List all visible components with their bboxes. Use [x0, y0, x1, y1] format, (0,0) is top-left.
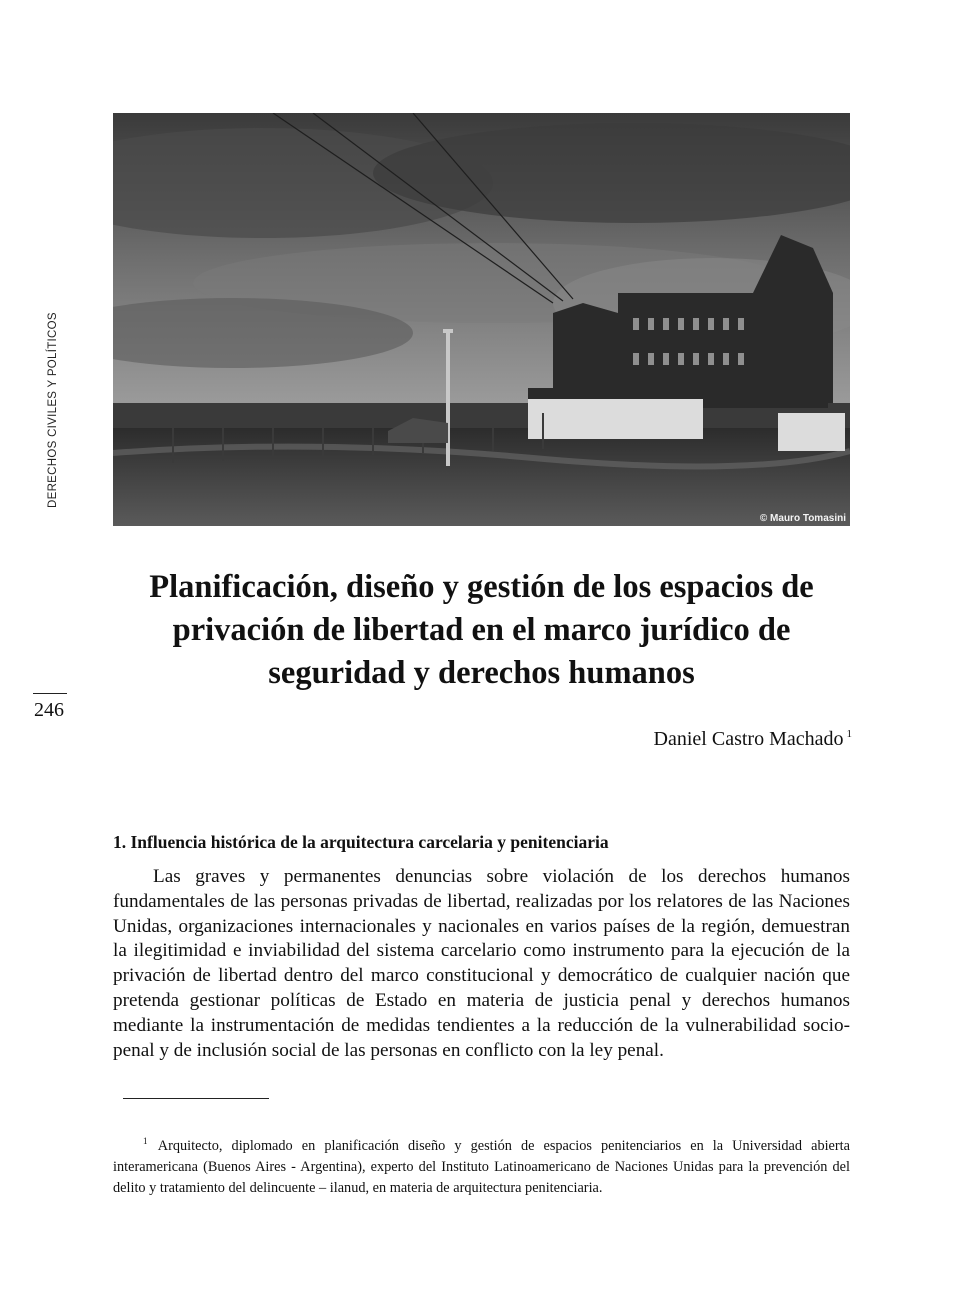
footnote-text: Arquitecto, diplomado en planificación diseño y gestión de espacios penitenciarios en la Universidad abierta interamericana (Buenos Aires - Argentina), experto del Instituto Latinoamericano de Naciones Unidas para la prevención del delito y tratamiento del delincuente – ilanud, en materia de arquitectura penitenciaria.: [113, 1138, 850, 1196]
article-title: Planificación, diseño y gestión de los espacios de privación de libertad en el marco jurídico de seguridad y derechos humanos: [149, 569, 814, 691]
footnote-mark: 1: [143, 1136, 148, 1146]
page-number-rule: [33, 693, 67, 694]
author-line: [654, 728, 852, 751]
footnote: [113, 1131, 850, 1199]
running-header-side-label: DERECHOS CIVILES Y POLÍTICOS: [47, 312, 59, 508]
body-paragraph: Las graves y permanentes denuncias sobre violación de los derechos humanos fundamentales de las personas privadas de libertad, realizadas por los relatores de las Naciones Unidas, organizaciones internacionales y nacionales en varios países de la región, demuestran la ilegitimidad e inviabilidad del sistema carcelario como instrumento para la ejecución de la privación de libertad dentro del marco constitucional y democrático de cualquier nación que pretenda gestionar políticas de Estado en materia de justicia penal y derechos humanos mediante la instrumentación de medidas tendientes a la reducción de la vulnerabilidad socio-penal y de inclusión social de las personas en conflicto con la ley penal.: [113, 866, 850, 1061]
header-photo: [113, 113, 850, 526]
author-footnote-mark: 1: [846, 728, 852, 740]
footnote-rule: [123, 1098, 269, 1099]
author-name: Daniel Castro Machado: [653, 728, 844, 750]
page-number: 246: [34, 699, 64, 721]
photo-credit: © Mauro Tomasini: [759, 513, 846, 524]
section-heading: 1. Influencia histórica de la arquitectura carcelaria y penitenciaria: [113, 832, 609, 852]
prison-building-photo-icon: [113, 113, 850, 526]
